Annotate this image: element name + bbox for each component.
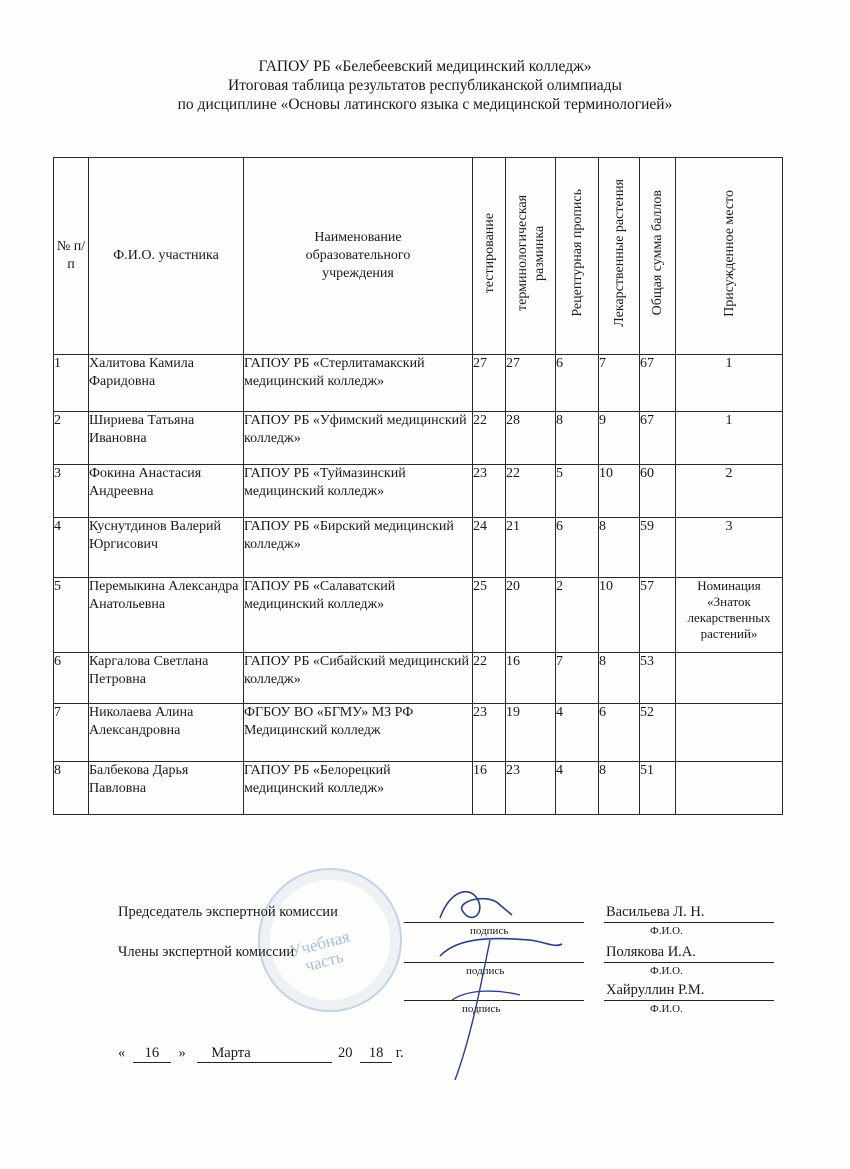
total-score-cell: 67 xyxy=(640,412,676,465)
row-number-cell: 3 xyxy=(54,465,89,518)
col-org-header: Наименование образовательного учреждения xyxy=(244,158,473,355)
date-open-quote: « xyxy=(118,1045,126,1061)
warmup-score-cell: 23 xyxy=(506,762,556,815)
chair-label: Председатель экспертной комиссии xyxy=(118,904,338,920)
testing-score-cell: 25 xyxy=(473,578,506,653)
participant-name-cell: Халитова Камила Фаридовна xyxy=(89,355,244,412)
member2-name: Хайруллин Р.М. xyxy=(606,982,705,998)
member2-sign-caption: подпись xyxy=(462,1003,501,1015)
date-day: 16 xyxy=(133,1045,171,1063)
col-prescription-header: Рецептурная пропись xyxy=(556,158,599,355)
institution-cell: ГАПОУ РБ «Сибайский медицинский колледж» xyxy=(244,653,473,704)
institution-cell: ГАПОУ РБ «Белорецкий медицинский колледж» xyxy=(244,762,473,815)
place-cell: 3 xyxy=(676,518,783,578)
institution-cell: ФГБОУ ВО «БГМУ» МЗ РФ Медицинский колледж xyxy=(244,704,473,762)
col-plants-header: Лекарственные растения xyxy=(599,158,640,355)
institution-cell: ГАПОУ РБ «Туймазинский медицинский колледж» xyxy=(244,465,473,518)
warmup-score-cell: 28 xyxy=(506,412,556,465)
row-number-cell: 7 xyxy=(54,704,89,762)
date-year-prefix: 20 xyxy=(338,1045,353,1061)
participant-name-cell: Куснутдинов Валерий Юргисович xyxy=(89,518,244,578)
total-score-cell: 52 xyxy=(640,704,676,762)
members-label: Члены экспертной комиссии xyxy=(118,944,295,960)
prescription-score-cell: 6 xyxy=(556,518,599,578)
date-month: Марта xyxy=(197,1045,332,1063)
participant-name-cell: Шириева Татьяна Ивановна xyxy=(89,412,244,465)
total-score-cell: 67 xyxy=(640,355,676,412)
plants-score-cell: 7 xyxy=(599,355,640,412)
chair-name-caption: Ф.И.О. xyxy=(650,925,683,937)
participant-name-cell: Балбекова Дарья Павловна xyxy=(89,762,244,815)
institution-cell: ГАПОУ РБ «Бирский медицинский колледж» xyxy=(244,518,473,578)
place-cell: 2 xyxy=(676,465,783,518)
institution-cell: ГАПОУ РБ «Уфимский медицинский колледж» xyxy=(244,412,473,465)
row-number-cell: 2 xyxy=(54,412,89,465)
table-title: Итоговая таблица результатов республиканской олимпиады xyxy=(228,77,622,94)
date-line xyxy=(118,1045,404,1063)
chair-name: Васильева Л. Н. xyxy=(606,904,705,920)
testing-score-cell: 23 xyxy=(473,704,506,762)
date-close-quote: » xyxy=(178,1045,186,1061)
prescription-score-cell: 5 xyxy=(556,465,599,518)
total-score-cell: 60 xyxy=(640,465,676,518)
testing-score-cell: 23 xyxy=(473,465,506,518)
total-score-cell: 53 xyxy=(640,653,676,704)
testing-score-cell: 22 xyxy=(473,412,506,465)
testing-score-cell: 16 xyxy=(473,762,506,815)
member1-sign-caption: подпись xyxy=(466,965,505,977)
col-warmup-header: терминологическая разминка xyxy=(506,158,556,355)
warmup-score-cell: 21 xyxy=(506,518,556,578)
row-number-cell: 1 xyxy=(54,355,89,412)
date-year-suffix: 18 xyxy=(360,1045,392,1063)
total-score-cell: 57 xyxy=(640,578,676,653)
prescription-score-cell: 4 xyxy=(556,704,599,762)
col-place-header: Присужденное место xyxy=(676,158,783,355)
member1-name-caption: Ф.И.О. xyxy=(650,965,683,977)
college-title: ГАПОУ РБ «Белебеевский медицинский колледж» xyxy=(258,58,592,75)
participant-name-cell: Каргалова Светлана Петровна xyxy=(89,653,244,704)
col-num-header: № п/п xyxy=(54,158,89,355)
total-score-cell: 51 xyxy=(640,762,676,815)
prescription-score-cell: 4 xyxy=(556,762,599,815)
warmup-score-cell: 27 xyxy=(506,355,556,412)
warmup-score-cell: 22 xyxy=(506,465,556,518)
warmup-score-cell: 19 xyxy=(506,704,556,762)
plants-score-cell: 10 xyxy=(599,578,640,653)
discipline-title: по дисциплине «Основы латинского языка с медицинской терминологией» xyxy=(177,96,673,113)
prescription-score-cell: 6 xyxy=(556,355,599,412)
member1-name: Полякова И.А. xyxy=(606,944,696,960)
place-cell: Номинация «Знаток лекарственных растений» xyxy=(676,578,783,653)
prescription-score-cell: 8 xyxy=(556,412,599,465)
testing-score-cell: 24 xyxy=(473,518,506,578)
row-number-cell: 5 xyxy=(54,578,89,653)
col-total-header: Общая сумма баллов xyxy=(640,158,676,355)
member2-name-caption: Ф.И.О. xyxy=(650,1003,683,1015)
plants-score-cell: 10 xyxy=(599,465,640,518)
chair-sign-caption: подпись xyxy=(470,925,509,937)
participant-name-cell: Перемыкина Александра Анатольевна xyxy=(89,578,244,653)
place-cell: 1 xyxy=(676,412,783,465)
participant-name-cell: Николаева Алина Александровна xyxy=(89,704,244,762)
row-number-cell: 4 xyxy=(54,518,89,578)
date-year-unit: г. xyxy=(395,1045,404,1061)
prescription-score-cell: 2 xyxy=(556,578,599,653)
testing-score-cell: 22 xyxy=(473,653,506,704)
warmup-score-cell: 20 xyxy=(506,578,556,653)
plants-score-cell: 9 xyxy=(599,412,640,465)
testing-score-cell: 27 xyxy=(473,355,506,412)
col-name-header: Ф.И.О. участника xyxy=(89,158,244,355)
row-number-cell: 6 xyxy=(54,653,89,704)
stamp-text: Учебная часть xyxy=(287,926,352,976)
warmup-score-cell: 16 xyxy=(506,653,556,704)
plants-score-cell: 8 xyxy=(599,653,640,704)
institution-cell: ГАПОУ РБ «Стерлитамакский медицинский колледж» xyxy=(244,355,473,412)
col-testing-header: тестирование xyxy=(473,158,506,355)
total-score-cell: 59 xyxy=(640,518,676,578)
plants-score-cell: 8 xyxy=(599,518,640,578)
participant-name-cell: Фокина Анастасия Андреевна xyxy=(89,465,244,518)
institution-cell: ГАПОУ РБ «Салаватский медицинский колледж» xyxy=(244,578,473,653)
prescription-score-cell: 7 xyxy=(556,653,599,704)
plants-score-cell: 8 xyxy=(599,762,640,815)
place-cell: 1 xyxy=(676,355,783,412)
plants-score-cell: 6 xyxy=(599,704,640,762)
row-number-cell: 8 xyxy=(54,762,89,815)
